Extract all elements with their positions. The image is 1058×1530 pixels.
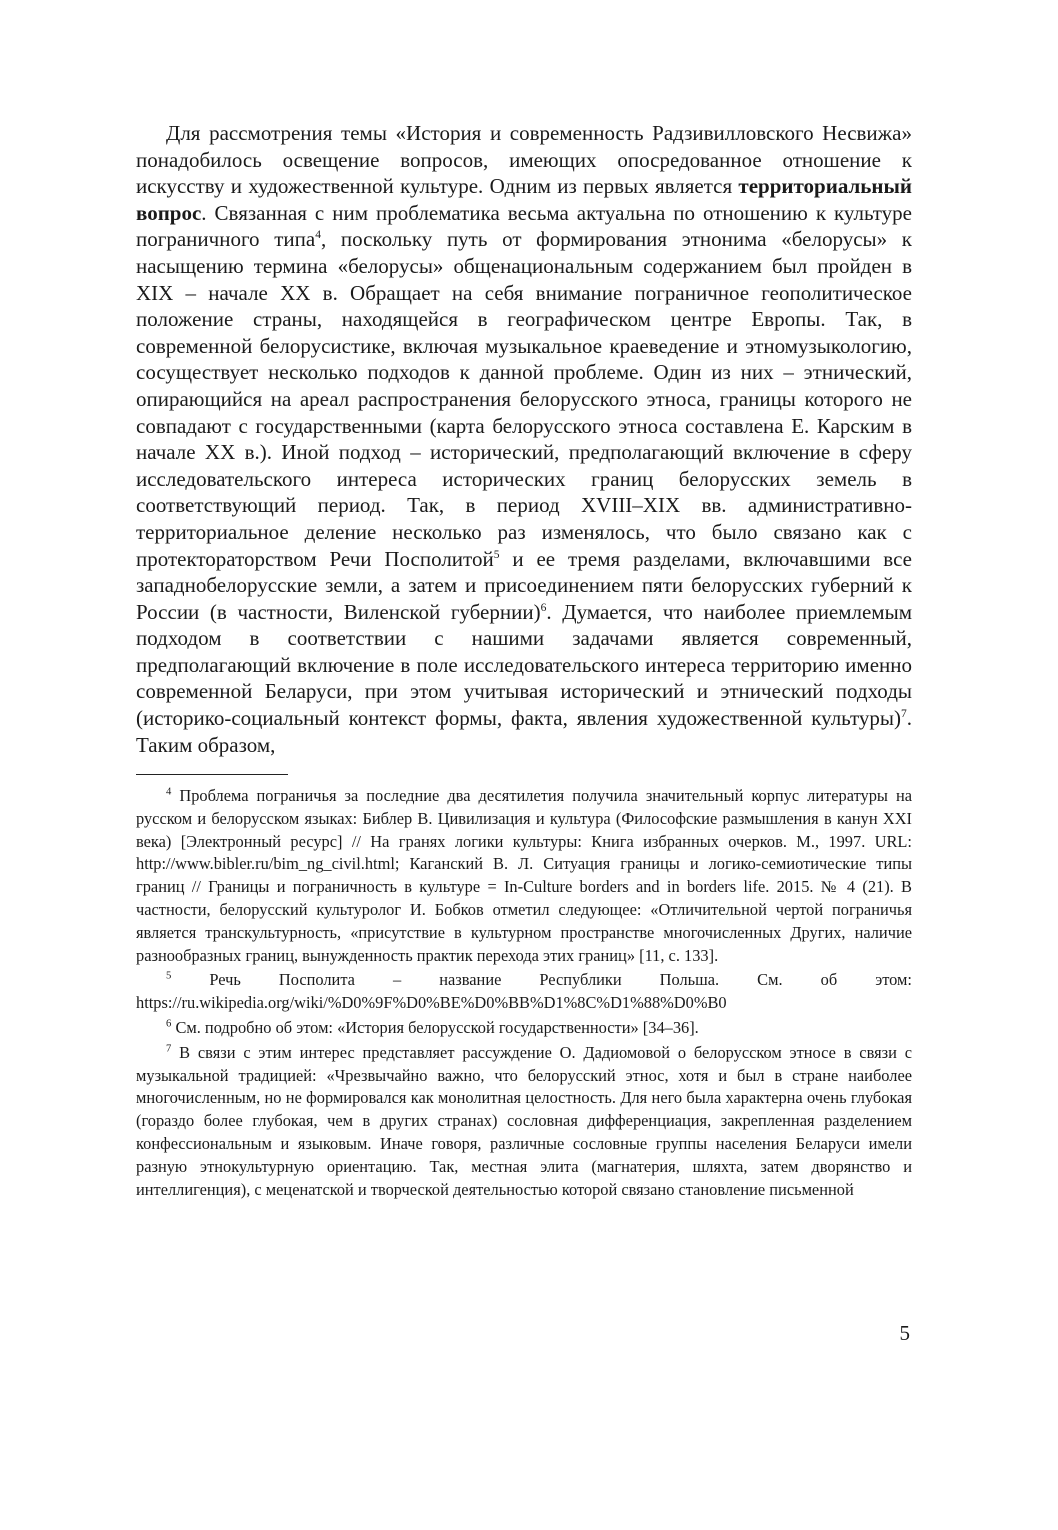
footnote-ref-5[interactable]: 5 xyxy=(493,548,500,561)
footnote-text: Проблема пограничья за последние два десятилетия получила значительный корпус литературы на русском и белорусском языках: Библер В. Цивилизация и культура (Философские размышления в канун XXI века) [Электронный ресурс] // На гранях логики культуры: Книга избранных очерков. М., 1997. URL: http://www.bibler.ru/bim_ng_civil.html; Каганский В. Л. Ситуация границы и логико-семиотические типы границ // Границы и пограничность в культуре = In-Culture borders and in borders life. 2015. № 4 (21). В частности, белорусский культуролог И. Бобков отметил следующее: «Отличительной чертой пограничья является транскультурность, «присутствие в культурном пространстве многочисленных Других, наличие разнообразных границ, вынужденность практик перехода этих границ» [11, с. 133]. xyxy=(136,786,912,965)
footnote-4 xyxy=(136,785,912,967)
footnote-text: Речь Посполита – название Республики Польша. См. об этом: https://ru.wikipedia.org/wiki/%D0%9F%D0%BE%D0%BB%D1%8C%D1%88%D0%B0 xyxy=(136,970,912,1013)
footnote-7 xyxy=(136,1042,912,1202)
footnote-6 xyxy=(136,1017,912,1040)
footnotes-section xyxy=(136,785,912,1203)
body-text-part-6: . Таким образом, xyxy=(136,706,912,757)
footnote-ref-4[interactable]: 4 xyxy=(315,229,321,242)
footnote-text: См. подробно об этом: «История белорусской государственности» [34–36]. xyxy=(175,1017,699,1037)
body-paragraph xyxy=(136,120,912,758)
footnote-number: 4 xyxy=(166,786,172,798)
body-text-part-2: . Связанная с ним проблематика весьма актуальна по отношению к культуре пограничного типа xyxy=(136,200,912,252)
body-text-part-5: . Думается, что наиболее приемлемым подходом в соответствии с нашими задачами является современный, предполагающий включение в поле исследовательского интереса территорию именно современной Беларуси, при этом учитывая исторический и этнический подходы (историко-социальный контекст формы, факта, явления художественной культуры) xyxy=(136,599,912,731)
page-number: 5 xyxy=(899,1321,910,1345)
body-text-part-3: , поскольку путь от формирования этнонима «белорусы» к насыщению термина «белорусы» общенациональным содержанием был пройден в XIX – начале XX в. Обращает на себя внимание пограничное геополитическое положение страны, находящейся в географическом центре Европы. Так, в современной белорусистике, включая музыкальное краеведение и этномузыкологию, сосуществует несколько подходов к данной проблеме. Один из них – этнический, опирающийся на ареал распространения белорусского этноса, границы которого не совпадают с государственными (карта белорусского этноса составлена Е. Карским в начале XX в.). Иной подход – исторический, предполагающий включение в сферу исследовательского интереса исторических границ белорусских земель в соответствующий период. Так, в период XVIII–XIX вв. административно-территориальное деление несколько раз изменялось, что было связано как с протектораторством Речи Посполитой xyxy=(136,227,912,571)
footnote-number: 7 xyxy=(166,1043,172,1055)
footnote-number: 6 xyxy=(166,1018,172,1030)
body-text-part-4: и ее тремя разделами, включавшими все западнобелорусские земли, а затем и присоединением пяти белорусских губерний к России (в частности, Виленской губернии) xyxy=(136,546,912,624)
footnote-divider xyxy=(136,774,288,775)
footnote-5 xyxy=(136,969,912,1015)
footnote-number: 5 xyxy=(166,970,172,982)
footnote-ref-6[interactable]: 6 xyxy=(540,601,547,614)
body-text-part-1: Для рассмотрения темы «История и современность Радзивилловского Несвижа» понадобилось освещение вопросов, имеющих опосредованное отношение к искусству и художественной культуре. Одним из первых является xyxy=(136,121,912,199)
footnote-text: В связи с этим интерес представляет рассуждение О. Дадиомовой о белорусском этносе в связи с музыкальной традицией: «Чрезвычайно важно, что белорусский этнос, хотя и был в стране наиболее многочисленным, но не формировался как монолитная целостность. Для него была характерна очень глубокая (гораздо более глубокая, чем в других странах) сословная дифференциация, закрепленная разделением конфессиональным и языковым. Иначе говоря, различные сословные группы населения Беларуси имели разную этнокультурную ориентацию. Так, местная элита (магнатерия, шляхта, затем дворянство и интеллигенция), с меценатской и творческой деятельностью которой связано становление письменной xyxy=(136,1042,912,1199)
footnote-ref-7[interactable]: 7 xyxy=(900,708,907,721)
bold-term: территориальный вопрос xyxy=(136,174,912,225)
